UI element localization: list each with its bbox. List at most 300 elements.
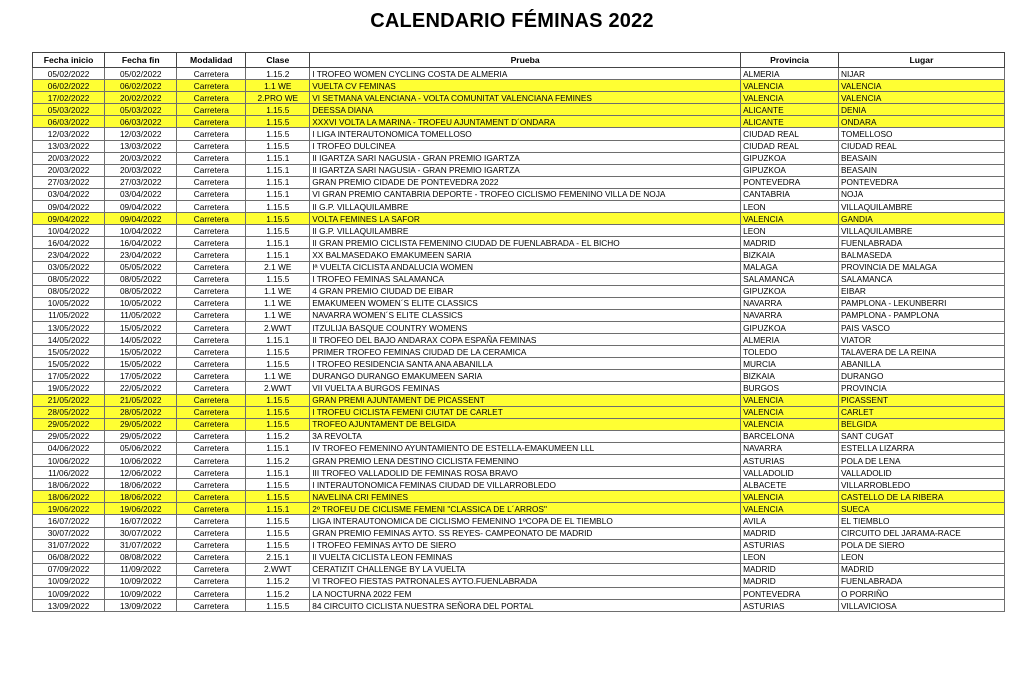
cell-provincia: VALENCIA xyxy=(741,80,839,92)
cell-fecha-fin: 22/05/2022 xyxy=(105,382,177,394)
cell-clase: 1.15.5 xyxy=(246,128,310,140)
cell-fecha-inicio: 19/06/2022 xyxy=(33,503,105,515)
cell-clase: 1.15.1 xyxy=(246,442,310,454)
cell-fecha-fin: 09/04/2022 xyxy=(105,213,177,225)
cell-modalidad: Carretera xyxy=(177,273,246,285)
cell-prueba: NAVELINA CRI FEMINES xyxy=(310,491,741,503)
cell-fecha-fin: 08/05/2022 xyxy=(105,285,177,297)
table-body xyxy=(33,68,1005,612)
cell-lugar: DURANGO xyxy=(838,370,1004,382)
cell-provincia: ASTURIAS xyxy=(741,455,839,467)
cell-prueba: I TROFEO FEMINAS AYTO DE SIERO xyxy=(310,539,741,551)
cell-prueba: VII VUELTA A BURGOS FEMINAS xyxy=(310,382,741,394)
cell-fecha-inicio: 12/03/2022 xyxy=(33,128,105,140)
cell-fecha-fin: 13/09/2022 xyxy=(105,600,177,612)
cell-modalidad: Carretera xyxy=(177,382,246,394)
cell-fecha-fin: 05/03/2022 xyxy=(105,104,177,116)
cell-lugar: PAIS VASCO xyxy=(838,321,1004,333)
cell-provincia: LEON xyxy=(741,551,839,563)
cell-prueba: 3A REVOLTA xyxy=(310,430,741,442)
cell-lugar: SANT CUGAT xyxy=(838,430,1004,442)
table-row xyxy=(33,297,1005,309)
cell-fecha-fin: 20/02/2022 xyxy=(105,92,177,104)
cell-provincia: VALENCIA xyxy=(741,491,839,503)
cell-prueba: GRAN PREMIO CIDADE DE PONTEVEDRA 2022 xyxy=(310,176,741,188)
cell-lugar: VALLADOLID xyxy=(838,467,1004,479)
cell-lugar: BEASAIN xyxy=(838,164,1004,176)
cell-lugar: BALMASEDA xyxy=(838,249,1004,261)
table-row xyxy=(33,164,1005,176)
cell-prueba: II GRAN PREMIO CICLISTA FEMENINO CIUDAD DE FUENLABRADA - EL BICHO xyxy=(310,237,741,249)
cell-prueba: Iª VUELTA CICLISTA ANDALUCIA WOMEN xyxy=(310,261,741,273)
table-row xyxy=(33,406,1005,418)
cell-fecha-inicio: 10/09/2022 xyxy=(33,588,105,600)
cell-fecha-fin: 27/03/2022 xyxy=(105,176,177,188)
cell-provincia: BIZKAIA xyxy=(741,249,839,261)
cell-fecha-inicio: 08/05/2022 xyxy=(33,273,105,285)
cell-fecha-fin: 06/02/2022 xyxy=(105,80,177,92)
cell-provincia: ALBACETE xyxy=(741,479,839,491)
cell-clase: 1.15.5 xyxy=(246,394,310,406)
cell-clase: 1.15.2 xyxy=(246,68,310,80)
cell-fecha-inicio: 13/03/2022 xyxy=(33,140,105,152)
cell-lugar: VILLAVICIOSA xyxy=(838,600,1004,612)
cell-fecha-fin: 08/05/2022 xyxy=(105,273,177,285)
cell-clase: 1.15.5 xyxy=(246,515,310,527)
cell-fecha-fin: 09/04/2022 xyxy=(105,201,177,213)
cell-prueba: XX BALMASEDAKO EMAKUMEEN SARIA xyxy=(310,249,741,261)
cell-provincia: ASTURIAS xyxy=(741,539,839,551)
cell-fecha-inicio: 06/08/2022 xyxy=(33,551,105,563)
cell-clase: 2.WWT xyxy=(246,563,310,575)
cell-modalidad: Carretera xyxy=(177,430,246,442)
cell-fecha-fin: 12/03/2022 xyxy=(105,128,177,140)
cell-clase: 2.WWT xyxy=(246,321,310,333)
cell-provincia: BURGOS xyxy=(741,382,839,394)
cell-clase: 1.15.5 xyxy=(246,273,310,285)
cell-fecha-inicio: 11/05/2022 xyxy=(33,309,105,321)
table-row xyxy=(33,382,1005,394)
cell-clase: 1.15.5 xyxy=(246,346,310,358)
table-row xyxy=(33,394,1005,406)
cell-lugar: PROVINCIA DE MALAGA xyxy=(838,261,1004,273)
table-row xyxy=(33,455,1005,467)
cell-lugar: EL TIEMBLO xyxy=(838,515,1004,527)
cell-prueba: I TROFEU CICLISTA FEMENI CIUTAT DE CARLET xyxy=(310,406,741,418)
cell-clase: 1.15.2 xyxy=(246,430,310,442)
table-row xyxy=(33,358,1005,370)
cell-clase: 1.15.1 xyxy=(246,164,310,176)
cell-modalidad: Carretera xyxy=(177,237,246,249)
cell-prueba: I LIGA INTERAUTONOMICA TOMELLOSO xyxy=(310,128,741,140)
cell-prueba: DEESSA DIANA xyxy=(310,104,741,116)
table-row xyxy=(33,600,1005,612)
cell-prueba: VI TROFEO FIESTAS PATRONALES AYTO.FUENLABRADA xyxy=(310,575,741,587)
cell-fecha-fin: 19/06/2022 xyxy=(105,503,177,515)
cell-modalidad: Carretera xyxy=(177,80,246,92)
cell-provincia: NAVARRA xyxy=(741,442,839,454)
cell-fecha-inicio: 15/05/2022 xyxy=(33,346,105,358)
cell-clase: 1.15.5 xyxy=(246,418,310,430)
cell-clase: 1.15.1 xyxy=(246,152,310,164)
cell-provincia: NAVARRA xyxy=(741,297,839,309)
cell-lugar: PICASSENT xyxy=(838,394,1004,406)
table-row xyxy=(33,116,1005,128)
cell-fecha-fin: 10/09/2022 xyxy=(105,588,177,600)
cell-lugar: DENIA xyxy=(838,104,1004,116)
cell-prueba: II G.P. VILLAQUILAMBRE xyxy=(310,201,741,213)
cell-modalidad: Carretera xyxy=(177,104,246,116)
cell-clase: 1.1 WE xyxy=(246,285,310,297)
table-row xyxy=(33,491,1005,503)
cell-prueba: GRAN PREMI AJUNTAMENT DE PICASSENT xyxy=(310,394,741,406)
table-row xyxy=(33,188,1005,200)
cell-clase: 1.15.5 xyxy=(246,201,310,213)
cell-fecha-fin: 10/06/2022 xyxy=(105,455,177,467)
cell-prueba: CERATIZIT CHALLENGE BY LA VUELTA xyxy=(310,563,741,575)
cell-modalidad: Carretera xyxy=(177,503,246,515)
table-row xyxy=(33,321,1005,333)
cell-provincia: GIPUZKOA xyxy=(741,285,839,297)
cell-prueba: GRAN PREMIO LENA DESTINO CICLISTA FEMENINO xyxy=(310,455,741,467)
cell-fecha-inicio: 10/05/2022 xyxy=(33,297,105,309)
cell-clase: 1.15.5 xyxy=(246,104,310,116)
cell-fecha-fin: 11/05/2022 xyxy=(105,309,177,321)
cell-provincia: GIPUZKOA xyxy=(741,321,839,333)
cell-prueba: II IGARTZA SARI NAGUSIA - GRAN PREMIO IGARTZA xyxy=(310,152,741,164)
cell-prueba: ITZULIJA BASQUE COUNTRY WOMENS xyxy=(310,321,741,333)
cell-prueba: I INTERAUTONOMICA FEMINAS CIUDAD DE VILLARROBLEDO xyxy=(310,479,741,491)
cell-lugar: NIJAR xyxy=(838,68,1004,80)
cell-prueba: EMAKUMEEN WOMEN´S ELITE CLASSICS xyxy=(310,297,741,309)
cell-modalidad: Carretera xyxy=(177,575,246,587)
cell-fecha-fin: 15/05/2022 xyxy=(105,358,177,370)
cell-fecha-inicio: 20/03/2022 xyxy=(33,152,105,164)
cell-clase: 1.1 WE xyxy=(246,309,310,321)
cell-modalidad: Carretera xyxy=(177,527,246,539)
cell-clase: 1.15.5 xyxy=(246,479,310,491)
cell-fecha-fin: 06/03/2022 xyxy=(105,116,177,128)
cell-fecha-inicio: 16/07/2022 xyxy=(33,515,105,527)
cell-lugar: VILLARROBLEDO xyxy=(838,479,1004,491)
table-row xyxy=(33,237,1005,249)
cell-fecha-inicio: 29/05/2022 xyxy=(33,430,105,442)
table-row xyxy=(33,503,1005,515)
table-row xyxy=(33,104,1005,116)
cell-modalidad: Carretera xyxy=(177,467,246,479)
cell-modalidad: Carretera xyxy=(177,68,246,80)
cell-clase: 1.15.5 xyxy=(246,491,310,503)
cell-prueba: 84 CIRCUITO CICLISTA NUESTRA SEÑORA DEL PORTAL xyxy=(310,600,741,612)
table-row xyxy=(33,551,1005,563)
cell-fecha-inicio: 13/05/2022 xyxy=(33,321,105,333)
table-row xyxy=(33,152,1005,164)
cell-lugar: BEASAIN xyxy=(838,152,1004,164)
cell-lugar: CIRCUITO DEL JARAMA-RACE xyxy=(838,527,1004,539)
cell-fecha-fin: 14/05/2022 xyxy=(105,334,177,346)
cell-provincia: MADRID xyxy=(741,575,839,587)
cell-modalidad: Carretera xyxy=(177,321,246,333)
table-row xyxy=(33,273,1005,285)
cell-lugar: ABANILLA xyxy=(838,358,1004,370)
cell-provincia: ALMERIA xyxy=(741,334,839,346)
cell-clase: 2.1 WE xyxy=(246,261,310,273)
cell-fecha-inicio: 09/04/2022 xyxy=(33,213,105,225)
cell-fecha-inicio: 03/04/2022 xyxy=(33,188,105,200)
cell-clase: 2.WWT xyxy=(246,382,310,394)
cell-prueba: NAVARRA WOMEN´S ELITE CLASSICS xyxy=(310,309,741,321)
cell-prueba: II VUELTA CICLISTA LEON FEMINAS xyxy=(310,551,741,563)
cell-modalidad: Carretera xyxy=(177,261,246,273)
cell-modalidad: Carretera xyxy=(177,346,246,358)
cell-modalidad: Carretera xyxy=(177,128,246,140)
cell-modalidad: Carretera xyxy=(177,176,246,188)
table-row xyxy=(33,539,1005,551)
cell-clase: 1.15.5 xyxy=(246,527,310,539)
cell-fecha-fin: 15/05/2022 xyxy=(105,321,177,333)
cell-fecha-inicio: 14/05/2022 xyxy=(33,334,105,346)
cell-prueba: DURANGO DURANGO EMAKUMEEN SARIA xyxy=(310,370,741,382)
cell-provincia: LEON xyxy=(741,201,839,213)
table-row xyxy=(33,201,1005,213)
cell-prueba: TROFEO AJUNTAMENT DE BELGIDA xyxy=(310,418,741,430)
cell-provincia: VALENCIA xyxy=(741,503,839,515)
cell-provincia: ALICANTE xyxy=(741,116,839,128)
cell-clase: 1.15.2 xyxy=(246,588,310,600)
column-header-lugar: Lugar xyxy=(838,53,1004,68)
cell-modalidad: Carretera xyxy=(177,201,246,213)
cell-fecha-fin: 20/03/2022 xyxy=(105,164,177,176)
cell-fecha-inicio: 05/02/2022 xyxy=(33,68,105,80)
table-row xyxy=(33,430,1005,442)
cell-fecha-fin: 29/05/2022 xyxy=(105,418,177,430)
cell-fecha-fin: 17/05/2022 xyxy=(105,370,177,382)
cell-lugar: PROVINCIA xyxy=(838,382,1004,394)
cell-fecha-inicio: 06/02/2022 xyxy=(33,80,105,92)
cell-clase: 1.15.1 xyxy=(246,467,310,479)
cell-fecha-fin: 16/04/2022 xyxy=(105,237,177,249)
cell-clase: 1.15.2 xyxy=(246,455,310,467)
table-row xyxy=(33,588,1005,600)
cell-clase: 1.15.1 xyxy=(246,503,310,515)
cell-lugar: FUENLABRADA xyxy=(838,575,1004,587)
cell-provincia: MADRID xyxy=(741,563,839,575)
table-row xyxy=(33,140,1005,152)
cell-fecha-fin: 18/06/2022 xyxy=(105,491,177,503)
cell-modalidad: Carretera xyxy=(177,334,246,346)
cell-fecha-fin: 08/08/2022 xyxy=(105,551,177,563)
cell-fecha-inicio: 30/07/2022 xyxy=(33,527,105,539)
cell-prueba: GRAN PREMIO FEMINAS AYTO. SS REYES- CAMPEONATO DE MADRID xyxy=(310,527,741,539)
cell-prueba: I TROFEO WOMEN CYCLING COSTA DE ALMERIA xyxy=(310,68,741,80)
cell-provincia: MADRID xyxy=(741,527,839,539)
cell-provincia: BIZKAIA xyxy=(741,370,839,382)
cell-clase: 1.1 WE xyxy=(246,297,310,309)
cell-fecha-inicio: 29/05/2022 xyxy=(33,418,105,430)
cell-lugar: PAMPLONA - LEKUNBERRI xyxy=(838,297,1004,309)
cell-fecha-fin: 15/05/2022 xyxy=(105,346,177,358)
cell-clase: 1.15.5 xyxy=(246,140,310,152)
cell-modalidad: Carretera xyxy=(177,92,246,104)
cell-fecha-inicio: 31/07/2022 xyxy=(33,539,105,551)
column-header-modalidad: Modalidad xyxy=(177,53,246,68)
cell-clase: 1.15.5 xyxy=(246,225,310,237)
cell-provincia: SALAMANCA xyxy=(741,273,839,285)
cell-prueba: LIGA INTERAUTONOMICA DE CICLISMO FEMENINO 1ºCOPA DE EL TIEMBLO xyxy=(310,515,741,527)
cell-fecha-fin: 23/04/2022 xyxy=(105,249,177,261)
cell-fecha-inicio: 18/06/2022 xyxy=(33,479,105,491)
table-row xyxy=(33,92,1005,104)
cell-provincia: PONTEVEDRA xyxy=(741,588,839,600)
cell-clase: 1.15.1 xyxy=(246,188,310,200)
cell-fecha-fin: 18/06/2022 xyxy=(105,479,177,491)
cell-fecha-fin: 10/05/2022 xyxy=(105,297,177,309)
cell-lugar: BELGIDA xyxy=(838,418,1004,430)
cell-fecha-inicio: 18/06/2022 xyxy=(33,491,105,503)
cell-fecha-fin: 05/02/2022 xyxy=(105,68,177,80)
cell-modalidad: Carretera xyxy=(177,285,246,297)
cell-provincia: ALICANTE xyxy=(741,104,839,116)
cell-lugar: ESTELLA LIZARRA xyxy=(838,442,1004,454)
cell-modalidad: Carretera xyxy=(177,188,246,200)
cell-clase: 1.15.5 xyxy=(246,116,310,128)
cell-fecha-inicio: 28/05/2022 xyxy=(33,406,105,418)
cell-lugar: PAMPLONA - PAMPLONA xyxy=(838,309,1004,321)
cell-fecha-inicio: 20/03/2022 xyxy=(33,164,105,176)
cell-fecha-inicio: 06/03/2022 xyxy=(33,116,105,128)
cell-prueba: VI SETMANA VALENCIANA - VOLTA COMUNITAT VALENCIANA FEMINES xyxy=(310,92,741,104)
table-row xyxy=(33,225,1005,237)
cell-clase: 1.15.1 xyxy=(246,237,310,249)
cell-prueba: VI GRAN PREMIO CANTABRIA DEPORTE - TROFEO CICLISMO FEMENINO VILLA DE NOJA xyxy=(310,188,741,200)
table-row xyxy=(33,346,1005,358)
column-header-fecha-inicio: Fecha inicio xyxy=(33,53,105,68)
table-row xyxy=(33,68,1005,80)
cell-provincia: VALLADOLID xyxy=(741,467,839,479)
cell-fecha-fin: 30/07/2022 xyxy=(105,527,177,539)
cell-modalidad: Carretera xyxy=(177,418,246,430)
cell-lugar: SALAMANCA xyxy=(838,273,1004,285)
cell-fecha-inicio: 10/06/2022 xyxy=(33,455,105,467)
cell-fecha-fin: 16/07/2022 xyxy=(105,515,177,527)
cell-provincia: MADRID xyxy=(741,237,839,249)
cell-provincia: VALENCIA xyxy=(741,394,839,406)
cell-fecha-fin: 10/04/2022 xyxy=(105,225,177,237)
table-row xyxy=(33,213,1005,225)
cell-clase: 1.15.5 xyxy=(246,406,310,418)
cell-provincia: VALENCIA xyxy=(741,406,839,418)
cell-fecha-inicio: 10/04/2022 xyxy=(33,225,105,237)
cell-prueba: II TROFEO DEL BAJO ANDARAX COPA ESPAÑA FEMINAS xyxy=(310,334,741,346)
cell-clase: 1.15.1 xyxy=(246,249,310,261)
cell-provincia: GIPUZKOA xyxy=(741,164,839,176)
table-row xyxy=(33,334,1005,346)
cell-fecha-inicio: 13/09/2022 xyxy=(33,600,105,612)
cell-lugar: CARLET xyxy=(838,406,1004,418)
cell-clase: 1.15.5 xyxy=(246,358,310,370)
cell-clase: 1.15.5 xyxy=(246,600,310,612)
table-row xyxy=(33,575,1005,587)
cell-prueba: 4 GRAN PREMIO CIUDAD DE EIBAR xyxy=(310,285,741,297)
cell-lugar: EIBAR xyxy=(838,285,1004,297)
column-header-prueba: Prueba xyxy=(310,53,741,68)
cell-modalidad: Carretera xyxy=(177,116,246,128)
column-header-clase: Clase xyxy=(246,53,310,68)
cell-fecha-inicio: 21/05/2022 xyxy=(33,394,105,406)
cell-lugar: POLA DE LENA xyxy=(838,455,1004,467)
cell-provincia: PONTEVEDRA xyxy=(741,176,839,188)
table-row xyxy=(33,418,1005,430)
cell-modalidad: Carretera xyxy=(177,406,246,418)
cell-fecha-fin: 31/07/2022 xyxy=(105,539,177,551)
cell-prueba: I TROFEO FEMINAS SALAMANCA xyxy=(310,273,741,285)
cell-modalidad: Carretera xyxy=(177,225,246,237)
table-row xyxy=(33,80,1005,92)
cell-fecha-fin: 10/09/2022 xyxy=(105,575,177,587)
table-row xyxy=(33,563,1005,575)
cell-fecha-inicio: 16/04/2022 xyxy=(33,237,105,249)
cell-modalidad: Carretera xyxy=(177,563,246,575)
cell-fecha-inicio: 07/09/2022 xyxy=(33,563,105,575)
cell-modalidad: Carretera xyxy=(177,309,246,321)
cell-modalidad: Carretera xyxy=(177,551,246,563)
cell-modalidad: Carretera xyxy=(177,249,246,261)
cell-provincia: GIPUZKOA xyxy=(741,152,839,164)
cell-clase: 1.1 WE xyxy=(246,80,310,92)
cell-modalidad: Carretera xyxy=(177,455,246,467)
cell-fecha-fin: 29/05/2022 xyxy=(105,430,177,442)
cell-fecha-inicio: 09/04/2022 xyxy=(33,201,105,213)
cell-provincia: ASTURIAS xyxy=(741,600,839,612)
cell-lugar: VALENCIA xyxy=(838,80,1004,92)
cell-fecha-fin: 05/05/2022 xyxy=(105,261,177,273)
cell-clase: 1.15.5 xyxy=(246,213,310,225)
cell-lugar: PONTEVEDRA xyxy=(838,176,1004,188)
cell-provincia: CIUDAD REAL xyxy=(741,140,839,152)
cell-prueba: I TROFEO DULCINEA xyxy=(310,140,741,152)
cell-lugar: O PORRIÑO xyxy=(838,588,1004,600)
cell-modalidad: Carretera xyxy=(177,164,246,176)
header-row xyxy=(33,53,1005,68)
cell-fecha-inicio: 27/03/2022 xyxy=(33,176,105,188)
cell-fecha-inicio: 17/05/2022 xyxy=(33,370,105,382)
cell-fecha-fin: 12/06/2022 xyxy=(105,467,177,479)
table-row xyxy=(33,261,1005,273)
cell-fecha-inicio: 15/05/2022 xyxy=(33,358,105,370)
cell-provincia: AVILA xyxy=(741,515,839,527)
cell-fecha-fin: 03/04/2022 xyxy=(105,188,177,200)
cell-modalidad: Carretera xyxy=(177,358,246,370)
cell-clase: 1.15.5 xyxy=(246,539,310,551)
page-title: CALENDARIO FÉMINAS 2022 xyxy=(370,10,654,32)
cell-clase: 1.1 WE xyxy=(246,370,310,382)
calendar-table xyxy=(32,52,1005,612)
cell-provincia: CIUDAD REAL xyxy=(741,128,839,140)
cell-fecha-fin: 11/09/2022 xyxy=(105,563,177,575)
cell-fecha-inicio: 23/04/2022 xyxy=(33,249,105,261)
cell-lugar: TALAVERA DE LA REINA xyxy=(838,346,1004,358)
cell-provincia: LEON xyxy=(741,225,839,237)
cell-fecha-fin: 21/05/2022 xyxy=(105,394,177,406)
cell-prueba: XXXVI VOLTA LA MARINA - TROFEU AJUNTAMENT D´ONDARA xyxy=(310,116,741,128)
table-row xyxy=(33,249,1005,261)
cell-provincia: BARCELONA xyxy=(741,430,839,442)
cell-prueba: III TROFEO VALLADOLID DE FEMINAS ROSA BRAVO xyxy=(310,467,741,479)
cell-fecha-fin: 20/03/2022 xyxy=(105,152,177,164)
cell-modalidad: Carretera xyxy=(177,515,246,527)
cell-lugar: MADRID xyxy=(838,563,1004,575)
cell-prueba: 2º TROFEU DE CICLISME FEMENI "CLASSICA DE L´ARROS" xyxy=(310,503,741,515)
